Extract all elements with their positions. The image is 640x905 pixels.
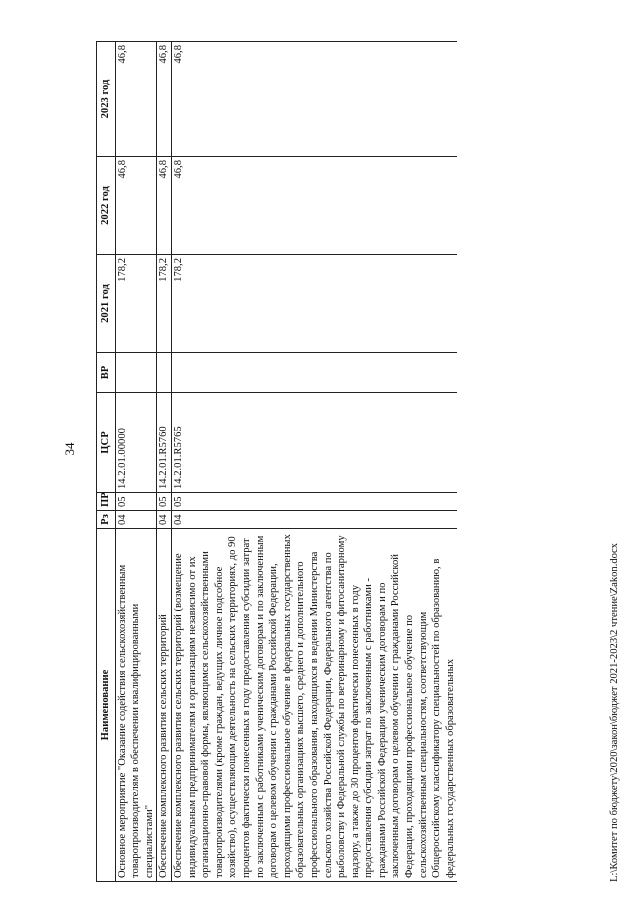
row-2022: 46,8 [157, 157, 172, 255]
row-2023: 46,8 [171, 42, 457, 157]
table-header-row [97, 42, 116, 882]
row-2021: 178,2 [171, 255, 457, 353]
table-row [115, 42, 157, 882]
footer-file-path: L:\Комитет по бюджету\2020\закон\бюджет 2021-2023\2 чтение\Zakon.docx [609, 543, 620, 882]
header-2023: 2023 год [97, 42, 116, 157]
table-row [171, 42, 457, 882]
row-csr: 14.2.01.R5760 [157, 393, 172, 493]
row-pr: 05 [115, 493, 157, 511]
row-name: Основное мероприятие "Оказание содействия сельскохозяйственным товаропроизводителям в обеспечении квалифицированными специалистами" [115, 529, 157, 882]
row-2022: 46,8 [115, 157, 157, 255]
header-name: Наименование [97, 529, 116, 882]
row-2021: 178,2 [115, 255, 157, 353]
row-csr: 14.2.01.R5765 [171, 393, 457, 493]
header-2021: 2021 год [97, 255, 116, 353]
row-2022: 46,8 [171, 157, 457, 255]
row-pr: 05 [171, 493, 457, 511]
row-vr [157, 353, 172, 393]
row-2023: 46,8 [115, 42, 157, 157]
row-csr: 14.2.01.00000 [115, 393, 157, 493]
row-2023: 46,8 [157, 42, 172, 157]
header-2022: 2022 год [97, 157, 116, 255]
row-name: Обеспечение комплексного развития сельских территорий (возмещение индивидуальным предпринимателям и организациям независимо от их организационно-правовой формы, являющимся сельскохозяйственными товаропроизводителями (кроме граждан, ведущих личное подсобное хозяйство), осуществляющим деятельность на сельских территориях, до 90 процентов фактически понесенных в году предоставления субсидии затрат по заключенным с работниками ученическим договорам и по заключенным договорам о целевом обучении с гражданами Российской Федерации, проходящими профессиональное обучение в федеральных государственных образовательных организациях высшего, среднего и дополнительного профессионального образования, находящихся в ведении Министерства сельского хозяйства Российской Федерации, Федерального агентства по рыболовству и Федеральной службы по ветеринарному и фитосанитарному надзору, а также до 30 процентов фактически понесенных в году предоставления субсидии затрат по заключенным с работниками - гражданами Российской Федерации ученическим договорам и по заключенным договорам о целевом обучении с гражданами Российской Федерации, проходящими профессиональное обучение по сельскохозяйственным специальностям, соответствующим Общероссийскому классификатору специальностей по образованию, в федеральных государственных образовательных [171, 529, 457, 882]
header-rz: Рз [97, 511, 116, 529]
rotated-page-content [96, 42, 620, 882]
header-pr: ПР [97, 493, 116, 511]
row-rz: 04 [115, 511, 157, 529]
budget-table [96, 41, 457, 882]
row-pr: 05 [157, 493, 172, 511]
header-vr: ВР [97, 353, 116, 393]
header-csr: ЦСР [97, 393, 116, 493]
row-rz: 04 [157, 511, 172, 529]
page-number: 34 [62, 442, 77, 456]
row-2021: 178,2 [157, 255, 172, 353]
row-rz: 04 [171, 511, 457, 529]
row-vr [171, 353, 457, 393]
table-row [157, 42, 172, 882]
row-name: Обеспечение комплексного развития сельских территорий [157, 529, 172, 882]
row-vr [115, 353, 157, 393]
